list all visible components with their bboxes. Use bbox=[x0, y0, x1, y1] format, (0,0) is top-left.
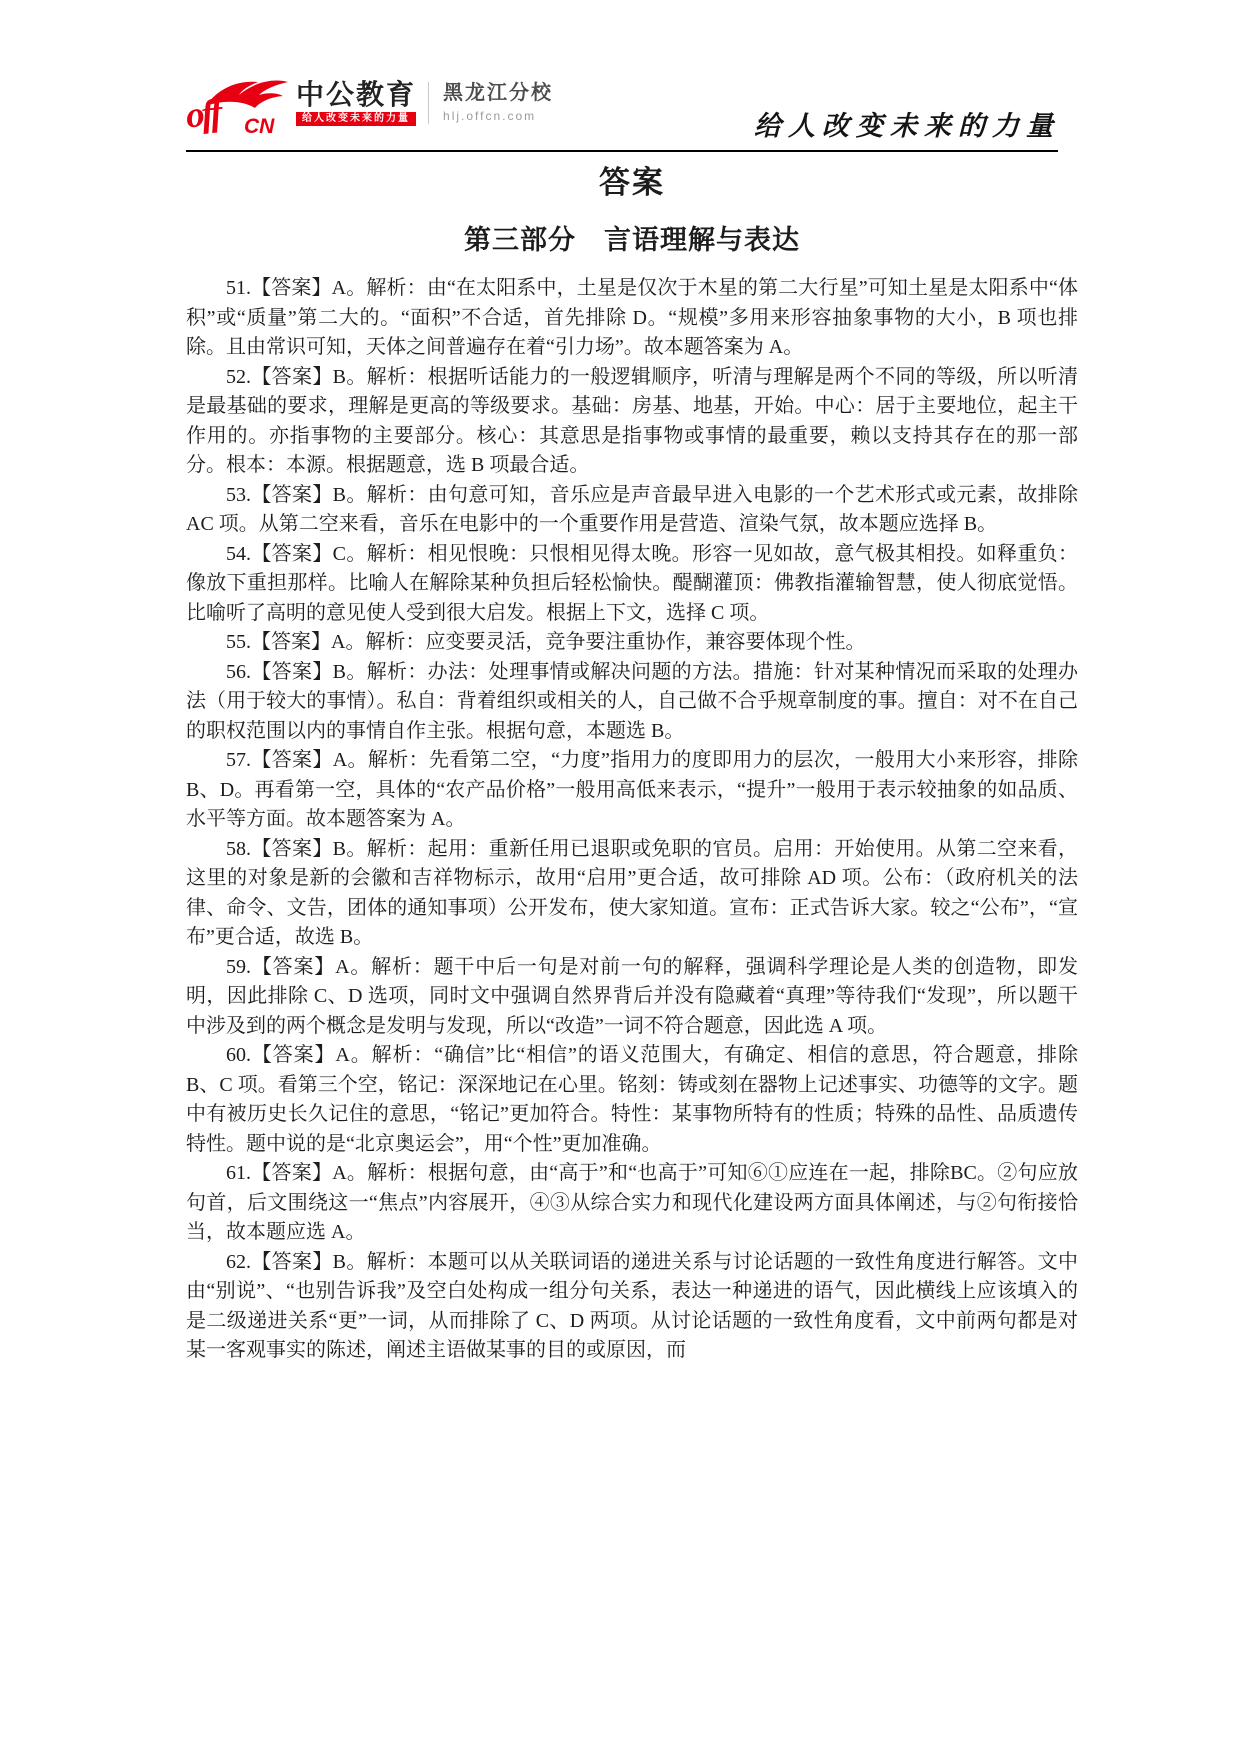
answer-head: 【答案】B。 bbox=[251, 1250, 367, 1273]
answer-body: 解析：应变要灵活，竞争要注重协作，兼容要体现个性。 bbox=[365, 631, 866, 653]
answer-number: 59. bbox=[226, 955, 251, 978]
answer-body: 解析：相见恨晚：只恨相见得太晚。形容一见如故，意气极其相投。如释重负：像放下重担那样。比喻人在解除某种负担后轻松愉快。醍醐灌顶：佛教指灌输智慧，使人彻底觉悟。比喻听了高明的意见使人受到很大启发。根据上下文，选择 C 项。 bbox=[186, 542, 1078, 624]
answer-number: 55. bbox=[226, 631, 251, 653]
answer-number: 60. bbox=[226, 1044, 251, 1066]
brand-tagline-banner: 给人改变未来的力量 bbox=[296, 112, 416, 126]
branch-site-url: hlj.offcn.com bbox=[443, 109, 537, 123]
answer-item-58 bbox=[186, 835, 1078, 953]
answer-item-54 bbox=[186, 540, 1078, 629]
answer-item-51 bbox=[186, 274, 1078, 363]
answer-item-53 bbox=[186, 481, 1078, 540]
answer-body: 解析：办法：处理事情或解决问题的方法。措施：针对某种情况而采取的处理办法（用于较大的事情）。私自：背着组织或相关的人，自己做不合乎规章制度的事。擅自：对不在自己的职权范围以内的事情自作主张。根据句意，本题选 B。 bbox=[186, 660, 1078, 742]
answer-head: 【答案】B。 bbox=[251, 483, 367, 506]
answer-number: 62. bbox=[226, 1250, 251, 1273]
answer-head: 【答案】A。 bbox=[251, 1044, 372, 1066]
answer-head: 【答案】A。 bbox=[251, 1162, 368, 1184]
answer-head: 【答案】A。 bbox=[251, 749, 368, 771]
answer-body: 解析：题干中后一句是对前一句的解释，强调科学理论是人类的创造物，即发明，因此排除 C、D 选项，同时文中强调自然界背后并没有隐藏着“真理”等待我们“发现”，所以题干中涉及到的两个概念是发明与发现，所以“改造”一词不符合题意，因此选 A 项。 bbox=[186, 955, 1078, 1037]
answer-number: 61. bbox=[226, 1162, 251, 1184]
answer-body: 解析：“确信”比“相信”的语义范围大，有确定、相信的意思，符合题意，排除 B、C 项。看第三个空，铭记：深深地记在心里。铭刻：铸或刻在器物上记述事实、功德等的文字。题中有被历史长久记住的意思，“铭记”更加符合。特性：某事物所特有的性质；特殊的品性、品质遗传特性。题中说的是“北京奥运会”，用“个性”更加准确。 bbox=[186, 1044, 1078, 1155]
answer-body: 解析：根据听话能力的一般逻辑顺序，听清与理解是两个不同的等级，所以听清是最基础的要求，理解是更高的等级要求。基础：房基、地基，开始。中心：居于主要地位，起主干作用的。亦指事物的主要部分。核心：其意思是指事物或事情的最重要，赖以支持其存在的那一部分。根本：本源。根据题意，选 B 项最合适。 bbox=[186, 365, 1078, 476]
answer-body: 解析：根据句意，由“高于”和“也高于”可知⑥①应连在一起，排除BC。②句应放句首，后文围绕这一“焦点”内容展开，④③从综合实力和现代化建设两方面具体阐述，与②句衔接恰当，故本题应选 A。 bbox=[186, 1162, 1079, 1243]
logo-divider bbox=[428, 82, 429, 124]
answer-item-56 bbox=[186, 658, 1078, 747]
answer-head: 【答案】B。 bbox=[251, 837, 367, 860]
logo-off-text: off bbox=[183, 92, 222, 137]
answer-item-61 bbox=[186, 1159, 1078, 1248]
answer-head: 【答案】A。 bbox=[251, 955, 372, 978]
logo-cn-text: CN bbox=[244, 115, 275, 138]
answer-body: 解析：先看第二空，“力度”指用力的度即用力的层次，一般用大小来形容，排除 B、D。再看第一空，具体的“农产品价格”一般用高低来表示，“提升”一般用于表示较抽象的如品质、水平等方面。故本题答案为 A。 bbox=[186, 749, 1078, 830]
brand-name: 中公教育 bbox=[296, 79, 417, 110]
document-body bbox=[186, 152, 1078, 1366]
answer-head: 【答案】B。 bbox=[251, 660, 367, 683]
answer-number: 57. bbox=[226, 749, 251, 771]
answer-item-52 bbox=[186, 363, 1078, 481]
answer-item-62 bbox=[186, 1248, 1078, 1366]
logo-text-block bbox=[296, 80, 416, 126]
branch-name: 黑龙江分校 bbox=[443, 82, 554, 104]
answer-head: 【答案】A。 bbox=[251, 631, 366, 653]
answer-head: 【答案】A。 bbox=[251, 277, 367, 299]
answer-head: 【答案】C。 bbox=[251, 542, 367, 565]
answer-list bbox=[186, 274, 1078, 1366]
answer-item-59 bbox=[186, 953, 1078, 1042]
answer-number: 52. bbox=[226, 365, 251, 388]
section-title: 第三部分 言语理解与表达 bbox=[464, 225, 800, 255]
answer-body: 解析：由“在太阳系中，土星是仅次于木星的第二大行星”可知土星是太阳系中“体积”或“质量”第二大的。“面积”不合适，首先排除 D。“规模”多用来形容抽象事物的大小，B 项也排除。且由常识可知，天体之间普遍存在着“引力场”。故本题答案为 A。 bbox=[186, 277, 1078, 358]
answer-item-55 bbox=[186, 628, 1078, 658]
offcn-logo-icon bbox=[183, 80, 292, 138]
header-slogan: 给人改变未来的力量 bbox=[754, 111, 1060, 142]
offcn-logo bbox=[183, 79, 554, 138]
branch-block bbox=[443, 80, 553, 123]
answer-number: 54. bbox=[226, 542, 251, 565]
answer-head: 【答案】B。 bbox=[251, 365, 367, 388]
answer-body: 解析：由句意可知，音乐应是声音最早进入电影的一个艺术形式或元素，故排除 AC 项。从第二空来看，音乐在电影中的一个重要作用是营造、渲染气氛，故本题应选择 B。 bbox=[186, 483, 1078, 535]
page-title: 答案 bbox=[599, 165, 665, 200]
answer-number: 56. bbox=[226, 660, 251, 683]
page-header bbox=[0, 0, 1241, 152]
answer-body: 解析：起用：重新任用已退职或免职的官员。启用：开始使用。从第二空来看，这里的对象是新的会徽和吉祥物标示，故用“启用”更合适，故可排除 AD 项。公布：（政府机关的法律、命令、文告，团体的通知事项）公开发布，使大家知道。宣布：正式告诉大家。较之“公布”，“宣布”更合适，故选 B。 bbox=[186, 837, 1078, 948]
answer-body: 解析：本题可以从关联词语的递进关系与讨论话题的一致性角度进行解答。文中由“别说”、“也别告诉我”及空白处构成一组分句关系，表达一种递进的语气，因此横线上应该填入的是二级递进关系“更”一词，从而排除了 C、D 两项。从讨论话题的一致性角度看，文中前两句都是对某一客观事实的陈述，阐述主语做某事的目的或原因，而 bbox=[186, 1250, 1078, 1361]
answer-number: 58. bbox=[226, 837, 251, 860]
answer-number: 51. bbox=[226, 277, 251, 299]
answer-item-57 bbox=[186, 746, 1078, 835]
answer-item-60 bbox=[186, 1041, 1078, 1159]
answer-number: 53. bbox=[226, 483, 251, 506]
